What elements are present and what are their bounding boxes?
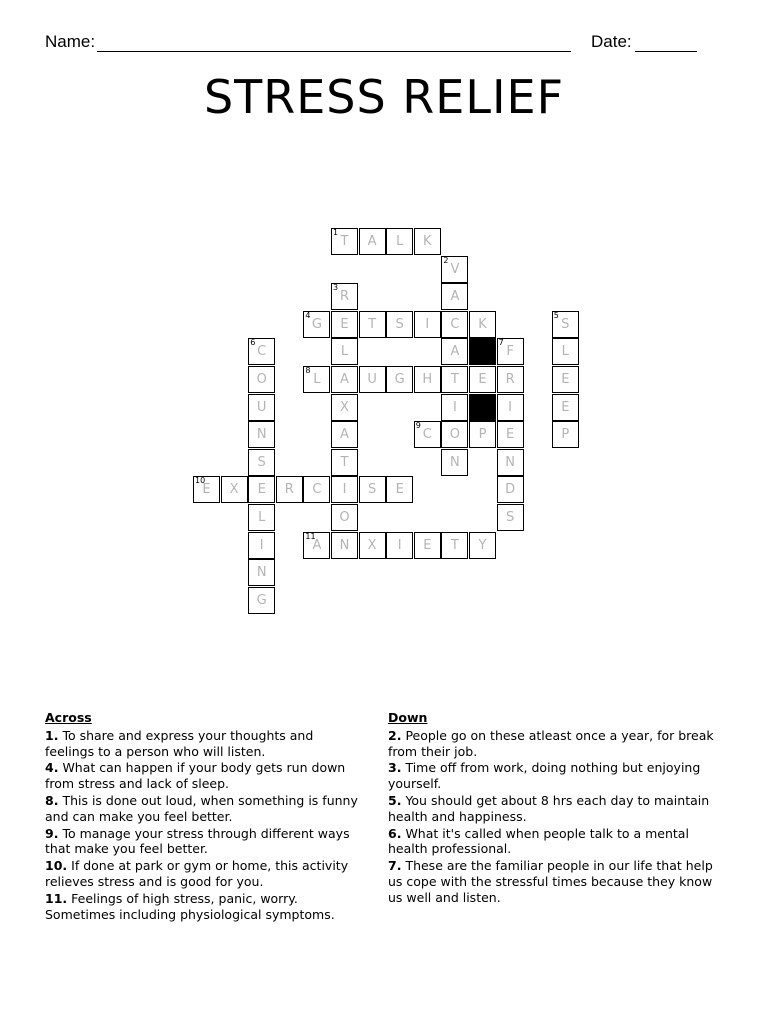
crossword-cell[interactable] (331, 366, 358, 393)
crossword-cell[interactable] (248, 366, 275, 393)
cell-letter: N (339, 537, 350, 553)
name-label: Name: (45, 32, 96, 51)
crossword-cell[interactable] (441, 532, 468, 559)
crossword-cell[interactable] (331, 338, 358, 365)
crossword-cell[interactable] (469, 421, 496, 448)
cell-letter: T (450, 372, 459, 387)
clue-down-2 (388, 728, 728, 760)
cell-letter: F (506, 344, 514, 360)
clue-number-label: 6 (250, 338, 256, 348)
cell-letter: I (259, 537, 264, 553)
crossword-cell[interactable] (441, 338, 468, 365)
clue-across-9 (45, 826, 365, 858)
cell-letter: N (450, 454, 460, 470)
crossword-cell[interactable] (441, 366, 468, 393)
crossword-cell[interactable] (359, 311, 386, 338)
crossword-cell[interactable] (193, 476, 220, 503)
crossword-cell[interactable] (331, 476, 358, 503)
crossword-cell[interactable] (414, 228, 441, 255)
cell-letter: R (284, 482, 294, 498)
cell-letter: C (312, 482, 322, 498)
crossword-cell[interactable] (276, 476, 303, 503)
cell-letter: E (561, 372, 570, 387)
cell-letter: T (340, 454, 349, 470)
clue-number: 2. (388, 727, 402, 743)
cell-letter: I (452, 399, 457, 415)
cell-letter: T (368, 316, 377, 332)
date-label: Date: (591, 32, 632, 51)
crossword-cell[interactable] (331, 311, 358, 338)
crossword-cell[interactable] (248, 504, 275, 531)
cell-letter: L (258, 510, 266, 525)
cell-letter: T (340, 234, 349, 249)
cell-letter: R (505, 372, 515, 387)
cell-letter: C (450, 316, 460, 332)
cell-letter: E (202, 482, 211, 498)
cell-letter: S (257, 454, 266, 470)
clue-number-label: 10 (195, 476, 206, 486)
crossword-cell[interactable] (552, 394, 579, 421)
crossword-cell[interactable] (303, 311, 330, 338)
crossword-cell[interactable] (497, 366, 524, 393)
crossword-cell[interactable] (441, 449, 468, 476)
clue-down-7 (388, 858, 728, 905)
cell-letter: T (450, 537, 459, 553)
cell-letter: O (449, 427, 460, 443)
cell-letter: O (256, 372, 267, 387)
page-title: STRESS RELIEF (203, 70, 565, 124)
crossword-cell[interactable] (414, 421, 441, 448)
clue-down-6 (388, 826, 728, 858)
crossword-cell[interactable] (441, 421, 468, 448)
crossword-cell[interactable] (497, 476, 524, 503)
clue-number: 3. (388, 760, 402, 776)
cell-letter: C (257, 344, 267, 360)
clue-number-label: 11 (305, 531, 316, 541)
cell-letter: A (450, 289, 460, 305)
cell-letter: K (478, 316, 487, 332)
clue-text: To share and express your thoughts and feelings to a person who will listen. (45, 727, 314, 759)
crossword-cell[interactable] (303, 476, 330, 503)
crossword-cell[interactable] (248, 532, 275, 559)
cell-letter: A (450, 344, 460, 360)
crossword-cell[interactable] (497, 449, 524, 476)
crossword-cell[interactable] (441, 311, 468, 338)
clue-text: What can happen if your body gets run down from stress and lack of sleep. (45, 760, 346, 792)
cell-letter: E (340, 316, 349, 332)
clue-number: 11. (45, 890, 68, 906)
clue-number: 9. (45, 825, 59, 841)
cell-letter: L (561, 344, 569, 360)
cell-letter: I (508, 399, 513, 415)
cell-letter: L (313, 372, 321, 387)
crossword-cell[interactable] (469, 532, 496, 559)
clue-across-10 (45, 858, 365, 890)
cell-letter: X (367, 537, 377, 553)
cell-letter: G (394, 372, 405, 387)
cell-letter: A (340, 427, 349, 443)
clue-text: This is done out loud, when something is funny and can make you feel better. (45, 792, 358, 824)
cell-letter: P (561, 427, 570, 443)
clue-text: If done at park or gym or home, this activity relieves stress and is good for you. (45, 858, 349, 889)
cell-letter: X (229, 482, 239, 498)
clue-text: These are the familiar people in our life that help us cope with the stressful times because they know us well and listen. (388, 858, 713, 905)
crossword-cell[interactable] (386, 228, 413, 255)
crossword-cell[interactable] (497, 504, 524, 531)
cell-letter: I (342, 482, 347, 498)
crossword-cell[interactable] (497, 394, 524, 421)
clue-number-label: 2 (443, 255, 449, 265)
clue-number: 10. (45, 858, 68, 874)
cell-letter: X (340, 399, 349, 415)
crossword-cell[interactable] (359, 532, 386, 559)
cell-letter: E (561, 399, 570, 415)
crossword-cell[interactable] (331, 394, 358, 421)
cell-letter: Y (478, 537, 487, 553)
clue-number: 6. (388, 825, 402, 841)
cell-letter: E (505, 427, 515, 443)
crossword-cell[interactable] (552, 421, 579, 448)
cell-letter: R (339, 289, 350, 305)
clue-number-label: 7 (498, 338, 504, 348)
cell-letter: A (312, 537, 322, 553)
clue-number-label: 1 (333, 228, 339, 237)
crossword-cell[interactable] (441, 256, 468, 283)
crossword-cell[interactable] (248, 421, 275, 448)
cell-letter: H (422, 372, 433, 387)
crossword-cell[interactable] (331, 449, 358, 476)
crossword-cell[interactable] (248, 449, 275, 476)
crossword-cell[interactable] (248, 338, 275, 365)
clue-number: 7. (388, 858, 402, 874)
across-clues (45, 710, 365, 923)
cell-letter: I (425, 316, 430, 332)
crossword-cell[interactable] (359, 476, 386, 503)
crossword-cell[interactable] (414, 532, 441, 559)
cell-letter: E (478, 372, 487, 387)
cell-letter: I (397, 537, 402, 553)
crossword-cell[interactable] (248, 559, 275, 586)
crossword-cell[interactable] (331, 504, 358, 531)
clue-number: 4. (45, 760, 59, 776)
crossword-cell[interactable] (248, 476, 275, 503)
clue-down-3 (388, 760, 728, 792)
crossword-cell[interactable] (331, 283, 358, 310)
crossword-block (469, 338, 496, 365)
cell-letter: A (340, 372, 349, 387)
crossword-cell[interactable] (303, 532, 330, 559)
crossword-cell[interactable] (414, 366, 441, 393)
crossword-cell[interactable] (248, 394, 275, 421)
crossword-cell[interactable] (469, 366, 496, 393)
clue-number: 5. (388, 792, 402, 808)
clue-text: Time off from work, doing nothing but enjoying yourself. (388, 760, 701, 792)
clue-text: Feelings of high stress, panic, worry. Sometimes including physiological symptoms. (45, 890, 335, 922)
crossword-cell[interactable] (441, 394, 468, 421)
across-heading: Across (45, 710, 92, 725)
cell-letter: S (395, 316, 404, 332)
cell-letter: U (367, 372, 377, 387)
cell-letter: P (478, 427, 487, 443)
crossword-cell[interactable] (552, 366, 579, 393)
clue-number-label: 5 (553, 310, 559, 320)
cell-letter: L (396, 234, 404, 249)
crossword-cell[interactable] (386, 311, 413, 338)
crossword-cell[interactable] (469, 311, 496, 338)
crossword-block (469, 394, 496, 421)
crossword-cell[interactable] (303, 366, 330, 393)
cell-letter: K (423, 234, 432, 249)
cell-letter: E (395, 482, 404, 498)
clue-across-11 (45, 891, 365, 923)
cell-letter: U (256, 399, 267, 415)
crossword-cell[interactable] (331, 228, 358, 255)
down-clues (388, 710, 728, 907)
clue-number-label: 8 (305, 366, 311, 375)
clue-number: 8. (45, 792, 59, 808)
crossword-cell[interactable] (248, 587, 275, 614)
clue-across-4 (45, 760, 365, 792)
crossword-cell[interactable] (221, 476, 248, 503)
down-heading: Down (388, 710, 428, 725)
crossword-cell[interactable] (331, 421, 358, 448)
crossword-cell[interactable] (414, 311, 441, 338)
clue-down-5 (388, 793, 728, 825)
crossword-cell[interactable] (331, 532, 358, 559)
cell-letter: E (257, 482, 266, 498)
cell-letter: A (367, 234, 377, 249)
cell-letter: O (339, 510, 350, 525)
clue-text: People go on these atleast once a year, for break from their job. (388, 727, 714, 759)
crossword-cell[interactable] (359, 366, 386, 393)
crossword-cell[interactable] (441, 283, 468, 310)
clue-text: You should get about 8 hrs each day to maintain health and happiness. (388, 792, 710, 824)
cell-letter: G (311, 316, 322, 332)
cell-letter: N (256, 427, 267, 443)
crossword-cell[interactable] (359, 228, 386, 255)
clue-number-label: 3 (333, 283, 339, 293)
crossword-cell[interactable] (552, 311, 579, 338)
cell-letter: D (505, 482, 516, 498)
cell-letter: N (505, 454, 515, 470)
cell-letter: V (450, 261, 460, 277)
crossword-cell[interactable] (552, 338, 579, 365)
clue-number: 1. (45, 727, 59, 743)
cell-letter: L (340, 344, 349, 360)
crossword-cell[interactable] (386, 366, 413, 393)
cell-letter: S (367, 482, 377, 498)
crossword-cell[interactable] (497, 338, 524, 365)
clue-text: To manage your stress through different ways that make you feel better. (45, 825, 350, 857)
clue-across-1 (45, 728, 365, 760)
cell-letter: N (256, 565, 267, 581)
clue-text: What it's called when people talk to a mental health professional. (388, 825, 689, 857)
crossword-cell[interactable] (386, 532, 413, 559)
cell-letter: G (256, 592, 267, 608)
clue-across-8 (45, 793, 365, 825)
clue-number-label: 4 (305, 310, 311, 320)
crossword-cell[interactable] (386, 476, 413, 503)
cell-letter: S (505, 510, 515, 525)
cell-letter: E (423, 537, 432, 553)
clue-number-label: 9 (415, 421, 421, 431)
cell-letter: C (422, 427, 432, 443)
crossword-cell[interactable] (497, 421, 524, 448)
cell-letter: S (561, 316, 570, 332)
